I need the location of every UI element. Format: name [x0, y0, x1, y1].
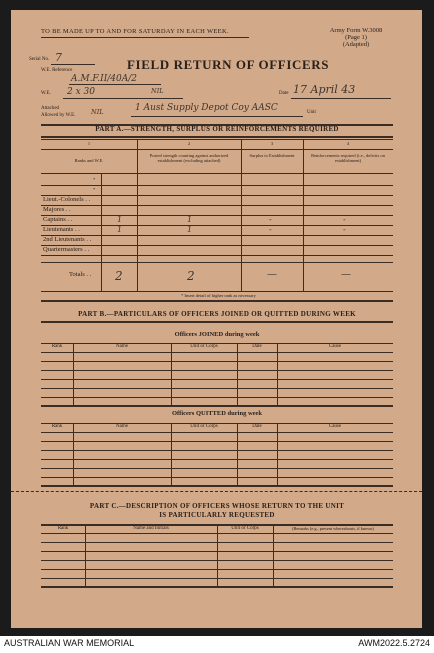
- lieutenants-posted: 1: [187, 225, 193, 234]
- part-a-footnote: * Insert detail of higher rank as necessary: [181, 293, 256, 298]
- form-adapted: (Adapted): [342, 41, 370, 48]
- attached-label: Attached: [41, 106, 60, 111]
- part-a-table: [41, 139, 393, 299]
- part-b-title: PART B.—PARTICULARS OF OFFICERS JOINED OR QUITTED DURING WEEK: [78, 310, 356, 318]
- allowed-value: NIL: [91, 108, 104, 116]
- totals-label: Totals . .: [69, 271, 92, 278]
- quitted-col-cause: Cause: [328, 424, 342, 429]
- footer-credit: AUSTRALIAN WAR MEMORIAL: [4, 638, 135, 648]
- col-header-ranks: Ranks and W.E.: [74, 158, 104, 163]
- rank-row-label: *: [93, 177, 96, 182]
- joined-col-name: Name: [116, 344, 128, 349]
- form-number: Army Form W.3008: [329, 27, 383, 34]
- totals-surplus: —: [267, 269, 277, 280]
- form-sheet: [11, 10, 422, 628]
- col-number-3: 3: [270, 141, 274, 146]
- col-number-2: 2: [187, 141, 191, 146]
- part-a-title: PART A.—STRENGTH, SURPLUS OR REINFORCEMENTS REQUIRED: [95, 125, 339, 133]
- rank-row-label: Quartermasters . .: [43, 246, 90, 253]
- top-note: TO BE MADE UP TO AND FOR SATURDAY IN EACH WEEK.: [41, 28, 229, 35]
- col-number-4: 4: [346, 141, 350, 146]
- joined-col-unit: Unit or Corps: [190, 344, 218, 349]
- page-title: FIELD RETURN OF OFFICERS: [127, 57, 330, 72]
- quitted-title: Officers QUITTED during week: [171, 410, 263, 417]
- part-c-title-line1: PART C.—DESCRIPTION OF OFFICERS WHOSE RETURN TO THE UNIT: [89, 502, 345, 510]
- unit-value: 1 Aust Supply Depot Coy AASC: [135, 103, 278, 113]
- allowed-label: Allowed by W.E.: [41, 113, 76, 118]
- part-c-col-remarks: (Remarks (e.g., present whereabouts, if known): [292, 526, 374, 531]
- quitted-col-unit: Unit or Corps: [190, 424, 218, 429]
- captains-we: 1: [117, 215, 123, 224]
- we-label: W.E.: [41, 91, 51, 96]
- joined-col-cause: Cause: [328, 344, 342, 349]
- we-value: 2 x 30: [67, 87, 95, 97]
- totals-we: 2: [115, 269, 123, 283]
- part-c-col-name: Name and Initials: [133, 526, 169, 531]
- col-header-reinforcements: Reinforcements required (i.e., deficits on establishment): [311, 153, 385, 163]
- totals-posted: 2: [187, 269, 195, 283]
- quitted-col-name: Name: [116, 424, 128, 429]
- quitted-table: [41, 423, 393, 485]
- part-c-table: [41, 524, 393, 586]
- quitted-col-date: Date: [252, 424, 262, 429]
- date-label: Date: [279, 91, 289, 96]
- joined-table: [41, 343, 393, 405]
- totals-reinforcements: —: [341, 269, 351, 280]
- nil-mark: NIL: [151, 87, 164, 95]
- serial-value: 7: [55, 51, 62, 64]
- lieutenants-we: 1: [117, 225, 123, 234]
- part-c-col-rank: Rank: [57, 526, 69, 531]
- serial-label: Serial No.: [29, 57, 50, 62]
- joined-col-rank: Rank: [51, 344, 63, 349]
- rank-row-label: Lieutenants . .: [43, 226, 80, 233]
- captains-posted: 1: [187, 215, 193, 224]
- unit-label: Unit: [307, 110, 316, 115]
- we-reference-value: A.M.F.II/40A/2: [71, 74, 137, 84]
- lieutenants-surplus: -: [269, 225, 272, 234]
- perforation-line: [11, 491, 422, 492]
- lieutenants-reinforcements: -: [343, 225, 346, 234]
- rank-row-label: Captains . .: [43, 216, 73, 223]
- col-header-surplus: Surplus to Establishment: [249, 153, 295, 158]
- joined-col-date: Date: [252, 344, 262, 349]
- captains-surplus: -: [269, 215, 272, 224]
- form-page: (Page 1): [345, 34, 367, 41]
- quitted-col-rank: Rank: [51, 424, 63, 429]
- footer-accession: AWM2022.5.2724: [358, 638, 430, 648]
- rank-row-label: 2nd Lieutenants . .: [43, 236, 92, 243]
- col-number-1: 1: [87, 141, 91, 146]
- part-c-col-unit: Unit or Corps: [231, 526, 259, 531]
- col-header-posted: Posted strength counting against authorized establishment (excluding attached): [149, 153, 229, 163]
- part-c-title-line2: IS PARTICULARLY REQUESTED: [159, 511, 275, 519]
- joined-title: Officers JOINED during week: [174, 331, 260, 338]
- form-reference: [311, 27, 401, 48]
- we-reference-label: W.E. Reference: [41, 68, 73, 73]
- rank-row-label: *: [93, 187, 96, 192]
- rank-row-label: Majores . .: [43, 206, 71, 213]
- date-value: 17 April 43: [293, 83, 356, 96]
- rank-row-label: Lieut.-Colonels . .: [43, 196, 91, 203]
- captains-reinforcements: -: [343, 215, 346, 224]
